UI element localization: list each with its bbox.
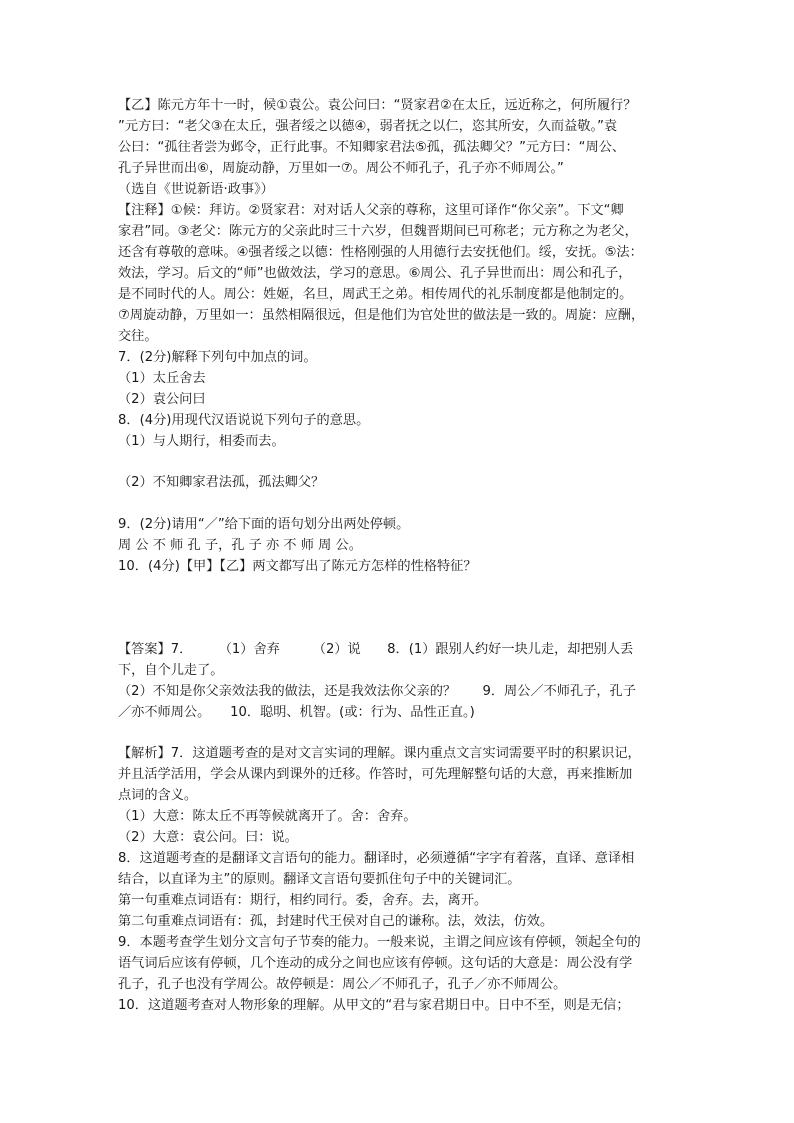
text-line: 并且活学活用，学会从课内到课外的迁移。作答时，可先理解整句话的大意，再来推断加 [118, 767, 633, 782]
text-line: 9．本题考查学生划分文言句子节奏的能力。一般来说，主谓之间应该有停顿，领起全句的 [118, 935, 641, 950]
text-line: （2）不知卿家君法孤，孤法卿父？ [118, 475, 325, 490]
source-citation: （选自《世说新语·政事》） [118, 182, 274, 197]
text-line: （2）袁公问曰 [118, 392, 206, 407]
text-line: 第二句重难点词语有：孤，封建时代王侯对自己的谦称。法，效法，仿效。 [118, 914, 554, 929]
text-line: （2）不知是你父亲效法我的做法，还是我效法你父亲的？ 9．周公／不师孔子，孔子 [118, 684, 636, 699]
text-line: 周 公 不 师 孔 子，孔 子 亦 不 师 周 公。 [118, 538, 362, 553]
text-line: 结合，以直译为主”的原则。翻译文言语句要抓住句子中的关键词汇。 [118, 872, 521, 887]
text-line: 孔子，孔子也没有学周公。故停顿是：周公／不师孔子，孔子／亦不师周公。 [118, 977, 567, 992]
text-line: 是不同时代的人。周公：姓姬，名旦，周武王之弟。相传周代的礼乐制度都是他制定的。 [118, 287, 633, 302]
text-line: 语气词后应该有停顿，几个连动的成分之间也应该有停顿。这句话的大意是：周公没有学 [118, 956, 633, 971]
text-line: （1）大意：陈太丘不再等候就离开了。舍：舍弃。 [118, 809, 417, 824]
text-line: 8．这道题考查的是翻译文言语句的能力。翻译时，必须遵循“字字有着落，直译、意译相 [118, 851, 635, 866]
text-line: ⑦周旋动静，万里如一：虽然相隔很远，但是他们为官处世的做法是一致的。周旋：应酬， [118, 308, 645, 323]
text-line: 【注释】①候：拜访。②贤家君：对对话人父亲的尊称，这里可译作“你父亲”。下文“卿 [118, 203, 624, 218]
text-line: （2）大意：袁公问。曰：说。 [118, 830, 298, 845]
text-line: 点词的含义。 [118, 788, 198, 803]
text-line: 下，自个儿走了。 [118, 663, 224, 678]
text-line: 10．这道题考查对人物形象的理解。从甲文的“君与家君期日中。日中不至，则是无信； [118, 998, 630, 1013]
analysis-block: 【解析】7．这道题考查的是对文言实词的理解。课内重点文言实词需要平时的积累识记， [118, 746, 641, 761]
text-line: 第一句重难点词语有：期行，相约同行。委，舍弃。去，离开。 [118, 893, 488, 908]
text-line: ”元方曰：“老父③在太丘，强者绥之以德④，弱者抚之以仁，恣其所安，久而益敬。”袁 [118, 119, 618, 134]
question-10: 10．(4分)【甲】【乙】两文都写出了陈元方怎样的性格特征？ [118, 559, 477, 574]
text-line: 公曰：“孤往者尝为邺令，正行此事。不知卿家君法⑤孤，孤法卿父？”元方曰：“周公、 [118, 140, 626, 155]
text-line: 交往。 [118, 329, 158, 344]
text-line: 【乙】陈元方年十一时，候①袁公。袁公问曰：“贤家君②在太丘，远近称之，何所履行？ [118, 98, 637, 113]
question-7: 7．(2分)解释下列句中加点的词。 [118, 350, 317, 365]
text-line: 孔子异世而出⑥，周旋动静，万里如一⑦。周公不师孔子，孔子亦不师周公。” [118, 161, 564, 176]
question-8: 8．(4分)用现代汉语说说下列句子的意思。 [118, 413, 370, 428]
answer-block: 【答案】7． （1）舍弃 （2）说 8．(1）跟别人约好一块儿走，却把别人丢 [118, 642, 634, 657]
text-line: 效法，学习。后文的“师”也做效法，学习的意思。⑥周公、孔子异世而出：周公和孔子， [118, 266, 632, 281]
question-9: 9．(2分)请用“／”给下面的语句划分出两处停顿。 [118, 517, 410, 532]
text-line: （1）太丘舍去 [118, 371, 206, 386]
text-line: （1）与人期行，相委而去。 [118, 434, 285, 449]
text-line: 家君”同。③老父：陈元方的父亲此时三十六岁，但魏晋期间已可称老；元方称之为老父， [118, 224, 638, 239]
text-line: 还含有尊敬的意味。④强者绥之以德：性格刚强的人用德行去安抚他们。绥，安抚。⑤法： [118, 245, 643, 260]
text-line: ／亦不师周公。 10．聪明、机智。(或：行为、品性正直。) [118, 705, 475, 720]
